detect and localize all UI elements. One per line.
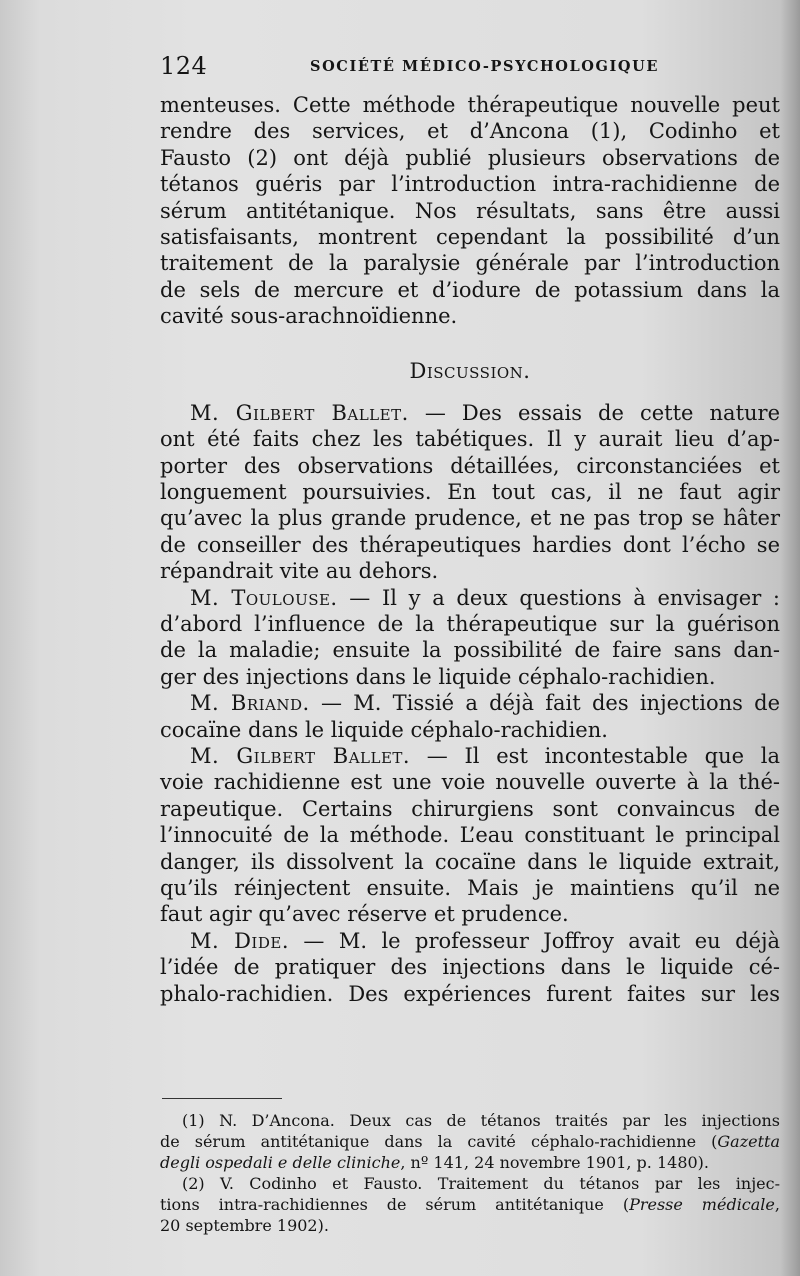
footnote-line (160, 1194, 780, 1215)
page-header (160, 52, 780, 86)
footnote-text: , nº 141, 24 novembre 1901, p. 1480). (400, 1153, 709, 1172)
footnote-text: tions intra-rachidiennes de sérum antitétanique ( (160, 1195, 630, 1214)
text-line: satisfaisants, montrent cependant la possibilité d’un (160, 224, 780, 249)
speech-text: — M. Tissié a déjà fait des injections de (309, 691, 781, 716)
speaker-name: M. Toulouse. (190, 585, 338, 610)
text-line: ont été faits chez les tabétiques. Il y aurait lieu d’ap- (160, 427, 780, 452)
text-line: voie rachidienne est une voie nouvelle ouverte à la thé- (160, 770, 780, 795)
footnote-rule (162, 1098, 282, 1099)
text-line: répandrait vite au dehors. (160, 559, 439, 584)
text-line: qu’avec la plus grande prudence, et ne pas trop se hâter (160, 506, 780, 531)
footnotes (160, 1110, 780, 1236)
text-line: de la maladie; ensuite la possibilité de faire sans dan- (160, 638, 780, 663)
text-line: danger, ils dissolvent la cocaïne dans le liquide extrait, (160, 849, 780, 874)
text-line: qu’ils réinjectent ensuite. Mais je maintiens qu’il ne (160, 875, 780, 900)
text-line: tétanos guéris par l’introduction intra-rachidienne de (160, 172, 780, 197)
text-line: l’idée de pratiquer des injections dans le liquide cé- (160, 955, 780, 980)
text-line: rendre des services, et d’Ancona (1), Codinho et (160, 119, 780, 144)
footnote-line (160, 1152, 780, 1173)
footnote-line: (2) V. Codinho et Fausto. Traitement du tétanos par les injec- (182, 1174, 780, 1193)
speech-text: — Des essais de cette nature (408, 400, 780, 425)
speech-text: — M. le professeur Joffroy avait eu déjà (289, 928, 780, 953)
text-line: l’innocuité de la méthode. L’eau constituant le principal (160, 823, 780, 848)
text-line: longuement poursuivies. En tout cas, il ne faut agir (160, 480, 780, 505)
text-line: de conseiller des thérapeutiques hardies dont l’écho se (160, 532, 780, 557)
speaker-line (160, 690, 780, 716)
page-number: 124 (160, 52, 208, 80)
footnote-text: de sérum antitétanique dans la cavité céphalo-rachidienne ( (160, 1132, 718, 1151)
running-title: SOCIÉTÉ MÉDICO-PSYCHOLOGIQUE (310, 58, 660, 75)
body-text (160, 92, 780, 1007)
text-line: phalo-rachidien. Des expériences furent faites sur les (160, 981, 780, 1006)
text-line: Fausto (2) ont déjà publié plusieurs observations de (160, 145, 780, 170)
speech-text: — Il y a deux questions à envisager : (337, 585, 780, 610)
speaker-line (160, 585, 780, 611)
text-line: de sels de mercure et d’iodure de potassium dans la (160, 277, 780, 302)
text-line: faut agir qu’avec réserve et prudence. (160, 902, 569, 927)
journal-title: Gazetta (717, 1132, 780, 1151)
speaker-line (160, 928, 780, 954)
text-line: menteuses. Cette méthode thérapeutique nouvelle peut (160, 93, 780, 117)
footnote-line: (1) N. D’Ancona. Deux cas de tétanos traités par les injections (182, 1111, 780, 1130)
speech-text: — Il est incontestable que la (410, 743, 781, 768)
speaker-name: M. Gilbert Ballet. (190, 743, 411, 768)
speaker-name: M. Dide. (190, 928, 290, 953)
text-line: sérum antitétanique. Nos résultats, sans être aussi (160, 198, 780, 223)
text-line: porter des observations détaillées, circonstanciées et (160, 453, 780, 478)
section-heading: Discussion. (409, 358, 531, 383)
speaker-name: M. Briand. (190, 691, 310, 716)
text-line: traitement de la paralysie générale par l’introduction (160, 251, 780, 276)
text-line: cavité sous-arachnoïdienne. (160, 304, 458, 329)
footnote-text: , (774, 1195, 780, 1214)
footnote-line (160, 1131, 780, 1152)
speaker-line (160, 400, 780, 426)
text-line: cocaïne dans le liquide céphalo-rachidien. (160, 717, 608, 742)
speaker-line (160, 743, 780, 769)
journal-title: degli ospedali e delle cliniche (160, 1153, 401, 1172)
footnote-line: 20 septembre 1902). (160, 1216, 329, 1235)
text-line: ger des injections dans le liquide céphalo-rachidien. (160, 664, 716, 689)
journal-title: Presse médicale (629, 1195, 775, 1214)
speaker-name: M. Gilbert Ballet. (190, 400, 409, 425)
text-line: d’abord l’influence de la thérapeutique sur la guérison (160, 612, 780, 637)
text-line: rapeutique. Certains chirurgiens sont convaincus de (160, 796, 780, 821)
